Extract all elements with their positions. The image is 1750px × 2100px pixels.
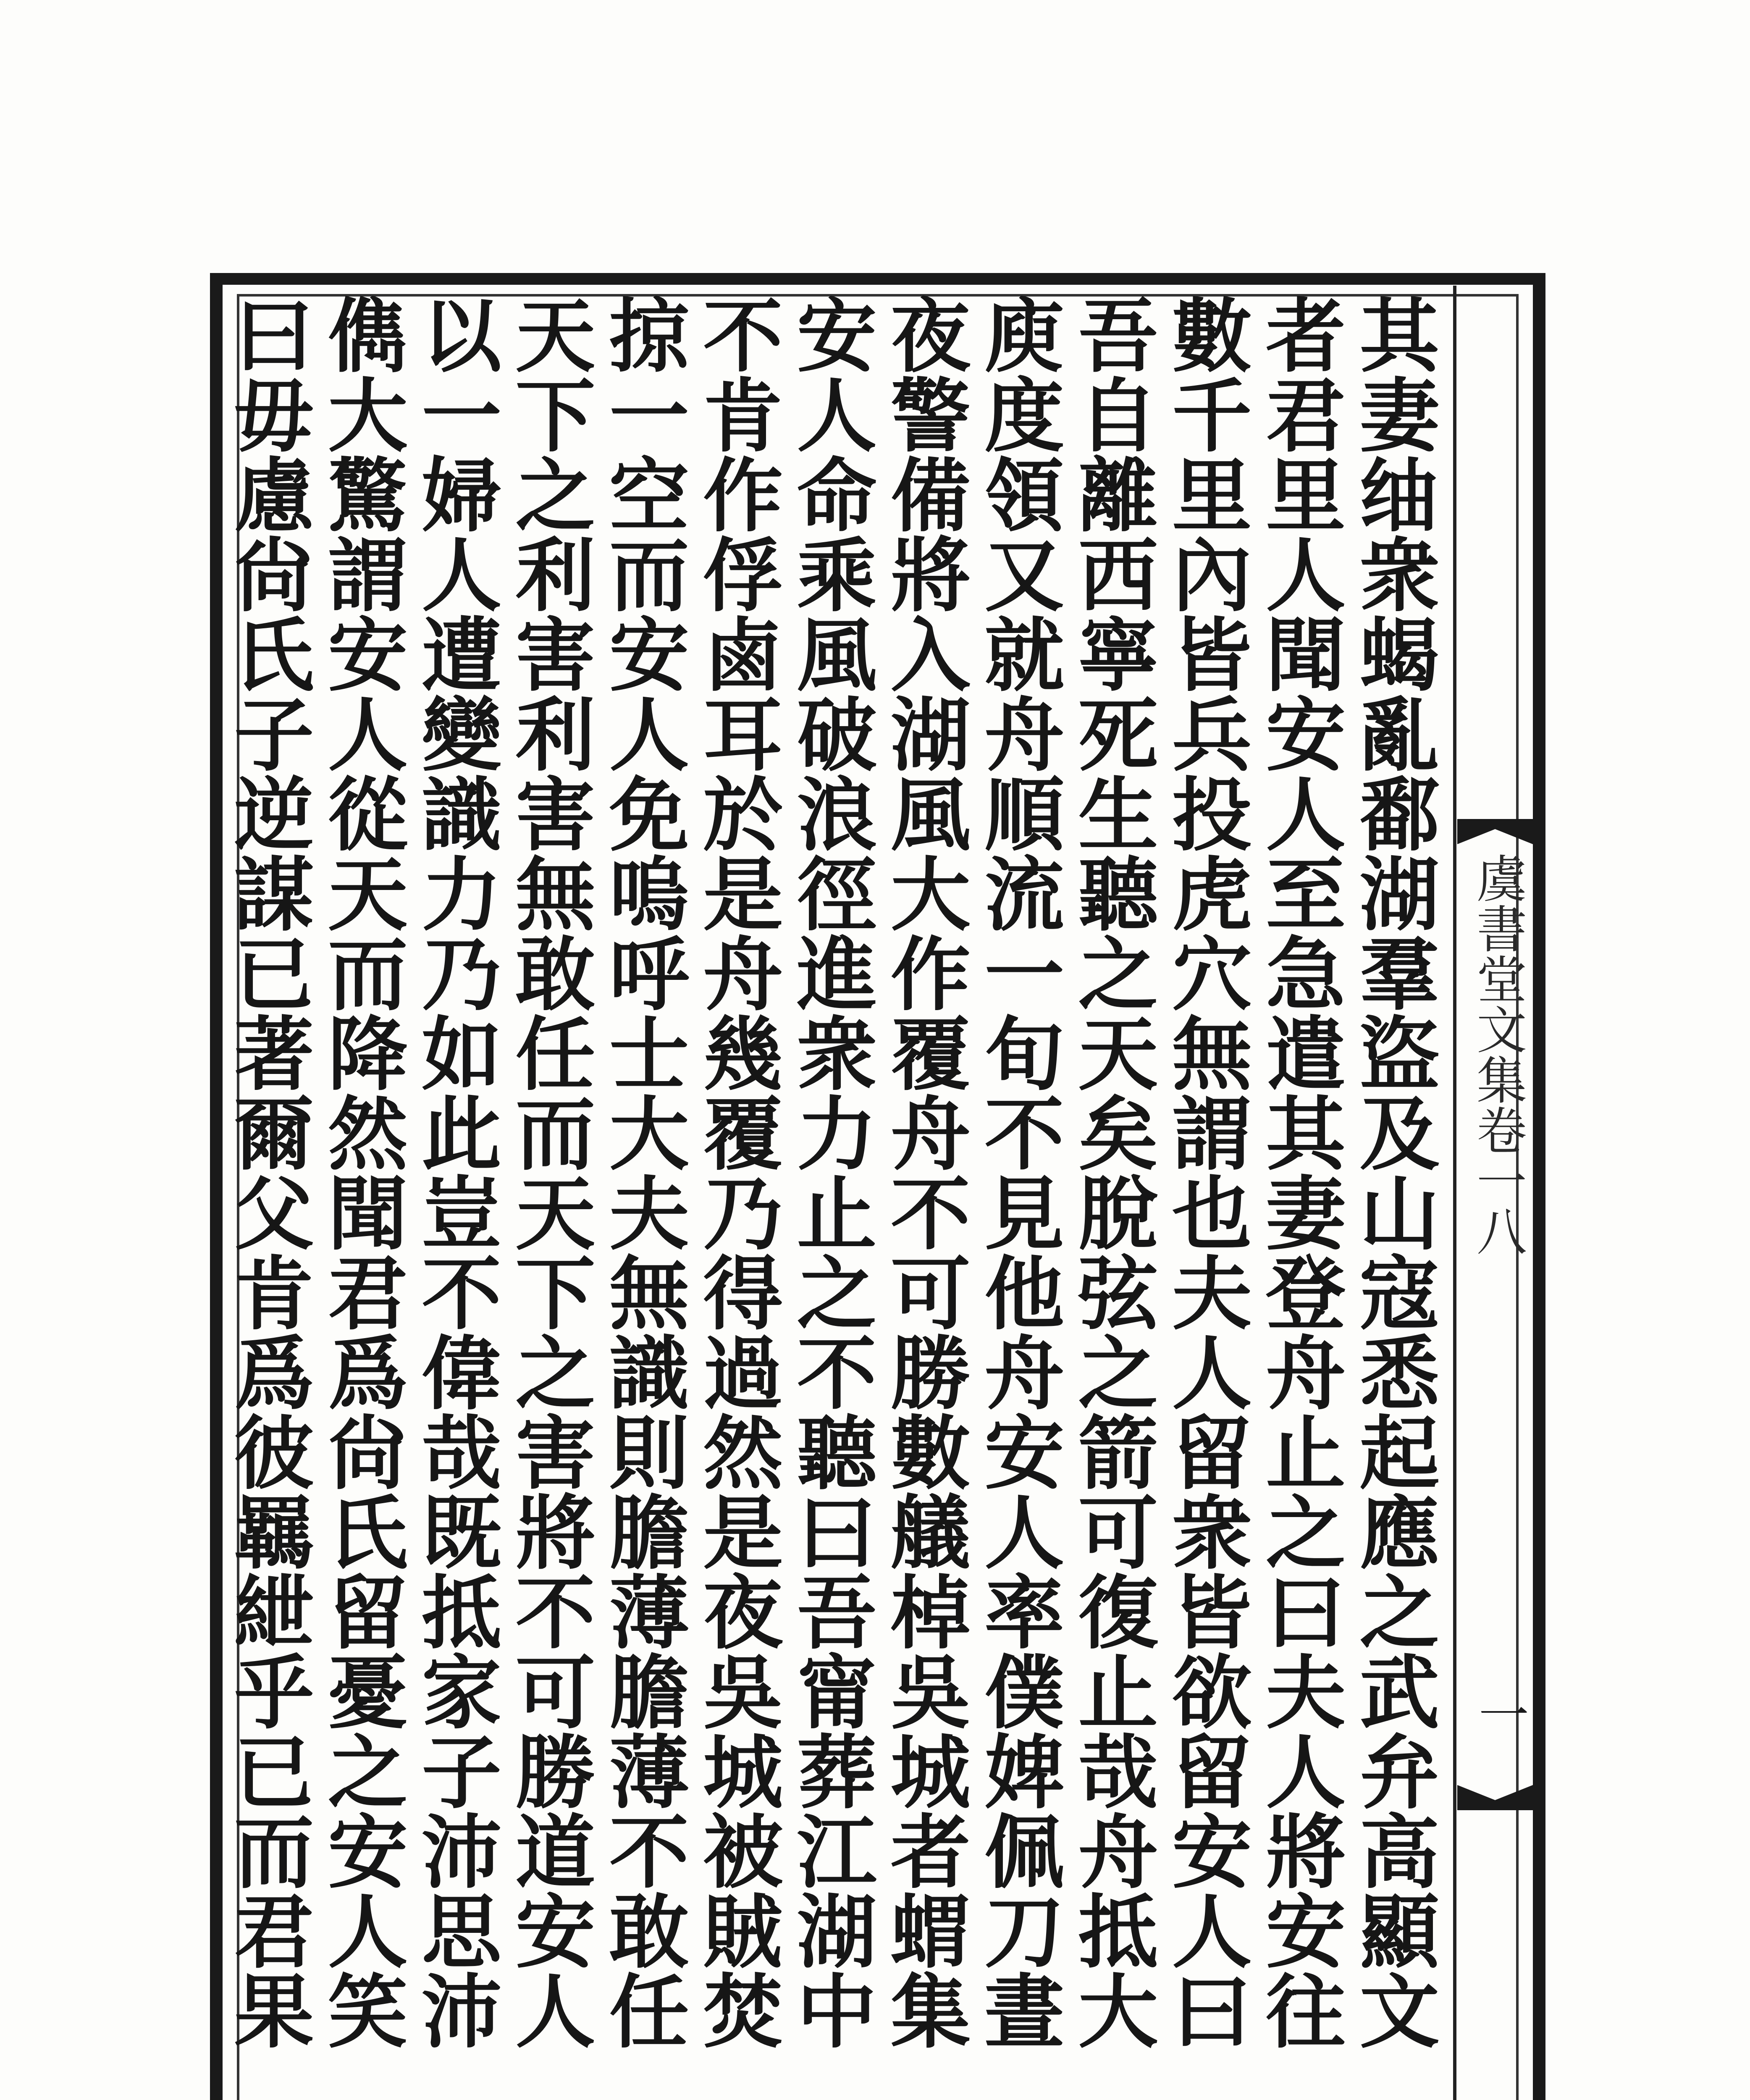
- text-column: 安人命乘風破浪徑進衆力止之不聽曰吾甯葬江湖中: [783, 294, 877, 2050]
- text-column: 數千里內皆兵投虎穴無謂也夫人留衆皆欲留安人曰: [1159, 294, 1253, 2050]
- text-column: 以一婦人遭變識力乃如此豈不偉哉既抵家子沛思沛: [408, 294, 502, 2050]
- fold-title: 虞書堂文集卷一八: [1468, 853, 1527, 1256]
- text-column: 儁大驚謂安人從天而降然聞君爲尙氏留憂之安人笑: [315, 294, 409, 2050]
- text-column: 天下之利害利害無敢任而天下之害將不可勝道安人: [502, 294, 596, 2050]
- text-column: 不肯作俘鹵耳於是舟幾覆乃得過然是夜吳城被賊焚: [690, 294, 784, 2050]
- text-column: 曰毋慮尙氏子逆謀已著爾父肯爲彼羈紲乎已而君果: [221, 294, 315, 2050]
- text-column: 掠一空而安人免嗚呼士大夫無識則膽薄膽薄不敢任: [596, 294, 690, 2050]
- text-column: 吾自離西寧死生聽之天矣脫弦之箭可復止哉舟抵大: [1065, 294, 1159, 2050]
- text-column: 者君里人聞安人至急遣其妻登舟止之曰夫人將安往: [1252, 294, 1346, 2050]
- folio-number: 一: [1470, 1688, 1529, 1739]
- text-body: [221, 294, 1445, 2100]
- text-column: 夜警備將入湖風大作覆舟不可勝數艤棹吳城者蝟集: [877, 294, 971, 2050]
- text-column: 庾度領又就舟順流一旬不見他舟安人率僕婢佩刀晝: [971, 294, 1065, 2050]
- text-column: 其妻䌷衆蝎亂鄱湖羣盜及山寇悉起應之武弁高顯文: [1346, 294, 1440, 2050]
